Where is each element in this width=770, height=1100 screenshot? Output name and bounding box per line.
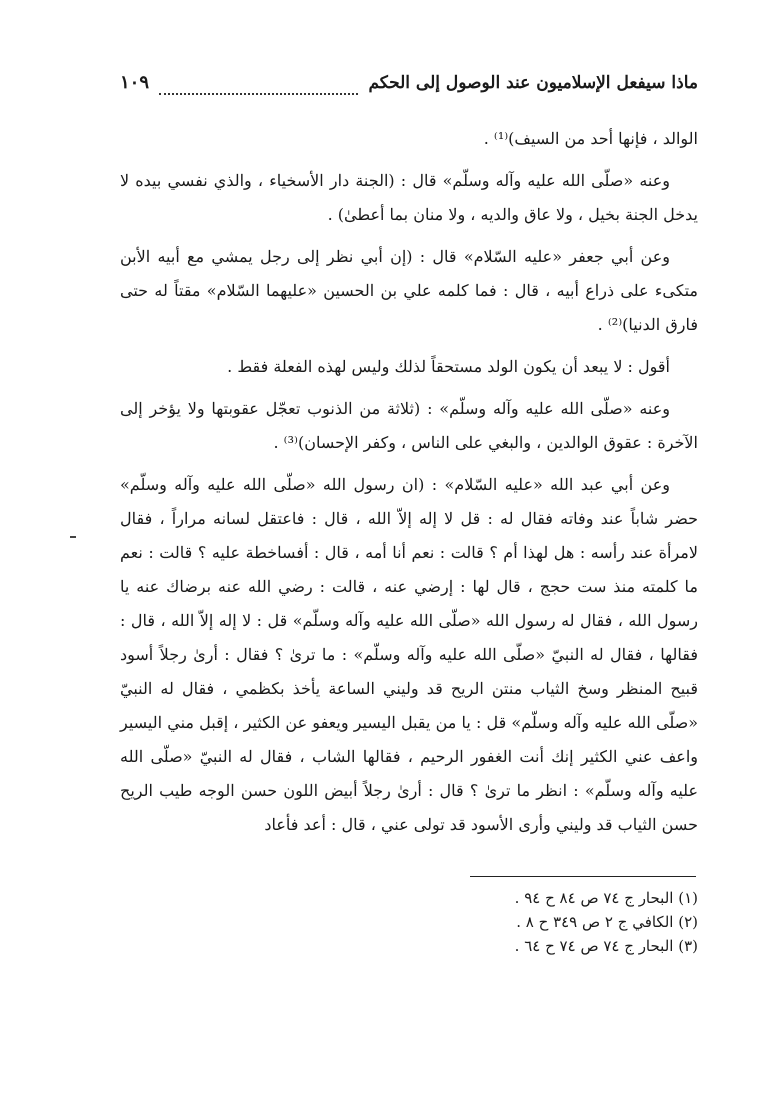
paragraph: وعنه «صلّى الله عليه وآله وسلّم» قال : (الجنة دار الأسخياء ، والذي نفسي بيده لا يدخل الجنة بخيل ، ولا عاق والديه ، ولا منان بما أعطىٰ) .	[120, 171, 698, 224]
footnote-rule	[470, 876, 696, 877]
running-title: ماذا سيفعل الإسلاميون عند الوصول إلى الحكم	[368, 73, 698, 93]
paragraph: وعنه «صلّى الله عليه وآله وسلّم» : (ثلاثة من الذنوب تعجّل عقوبتها ولا يؤخر إلى الآخرة : عقوق الوالدين ، والبغي على الناس ، وكفر الإحسان)⁽³⁾ .	[120, 399, 698, 452]
footnote: (١) البحار ج ٧٤ ص ٨٤ ح ٩٤ .	[514, 889, 698, 907]
footnote: (٣) البحار ج ٧٤ ص ٧٤ ح ٦٤ .	[514, 937, 698, 955]
paragraph: وعن أبي جعفر «عليه السّلام» قال : (إن أبي نظر إلى رجل يمشي مع أبيه الأبن متكىء على ذراع أبيه ، قال : فما كلمه علي بن الحسين «عليهما السّلام» مقتاً له حتى فارق الدنيا)⁽²⁾ .	[120, 247, 698, 334]
paragraph: الوالد ، فإنها أحد من السيف)⁽¹⁾ .	[483, 129, 698, 148]
main-text	[120, 122, 698, 850]
page-number: ١٠٩	[120, 72, 150, 93]
footnotes	[298, 886, 698, 958]
page-header	[120, 72, 698, 106]
paragraph: وعن أبي عبد الله «عليه السّلام» : (ان رسول الله «صلّى الله عليه وآله وسلّم» حضر شاباً عند وفاته فقال له : قل لا إله إلاّ الله ، قال : فاعتقل لسانه مراراً ، فقال لامرأة عند رأسه : هل لهذا أم ؟ قالت : نعم أنا أمه ، قال : أفساخطة عليه ؟ قالت : نعم ما كلمته منذ ست حجج ، قال لها : إرضي عنه ، قالت : رضي الله عنه برضاك عنه يا رسول الله ، فقال له رسول الله «صلّى الله عليه وآله وسلّم» قل : لا إله إلاّ الله ، قال : فقالها ، فقال له النبيّ «صلّى الله عليه وآله وسلّم» : ما ترىٰ ؟ فقال : أرىٰ رجلاً أسود قبيح المنظر وسخ الثياب منتن الريح قد وليني الساعة يأخذ بكظمي ، فقال له النبيّ «صلّى الله عليه وآله وسلّم» قل : يا من يقبل اليسير ويعفو عن الكثير ، إقبل مني اليسير واعف عني الكثير إنك أنت الغفور الرحيم ، فقالها الشاب ، فقال له النبيّ «صلّى الله عليه وآله وسلّم» : انظر ما ترىٰ ؟ قال : أرىٰ رجلاً أبيض اللون حسن الوجه طيب الريح حسن الثياب قد وليني وأرى الأسود قد تولى عني ، قال : أعد فأعاد	[120, 475, 698, 834]
footnote: (٢) الكافي ج ٢ ص ٣٤٩ ح ٨ .	[516, 913, 698, 931]
dotted-leader	[159, 83, 358, 95]
margin-mark	[70, 536, 76, 538]
paragraph: أقول : لا يبعد أن يكون الولد مستحقاً لذلك وليس لهذه الفعلة فقط .	[227, 357, 670, 376]
